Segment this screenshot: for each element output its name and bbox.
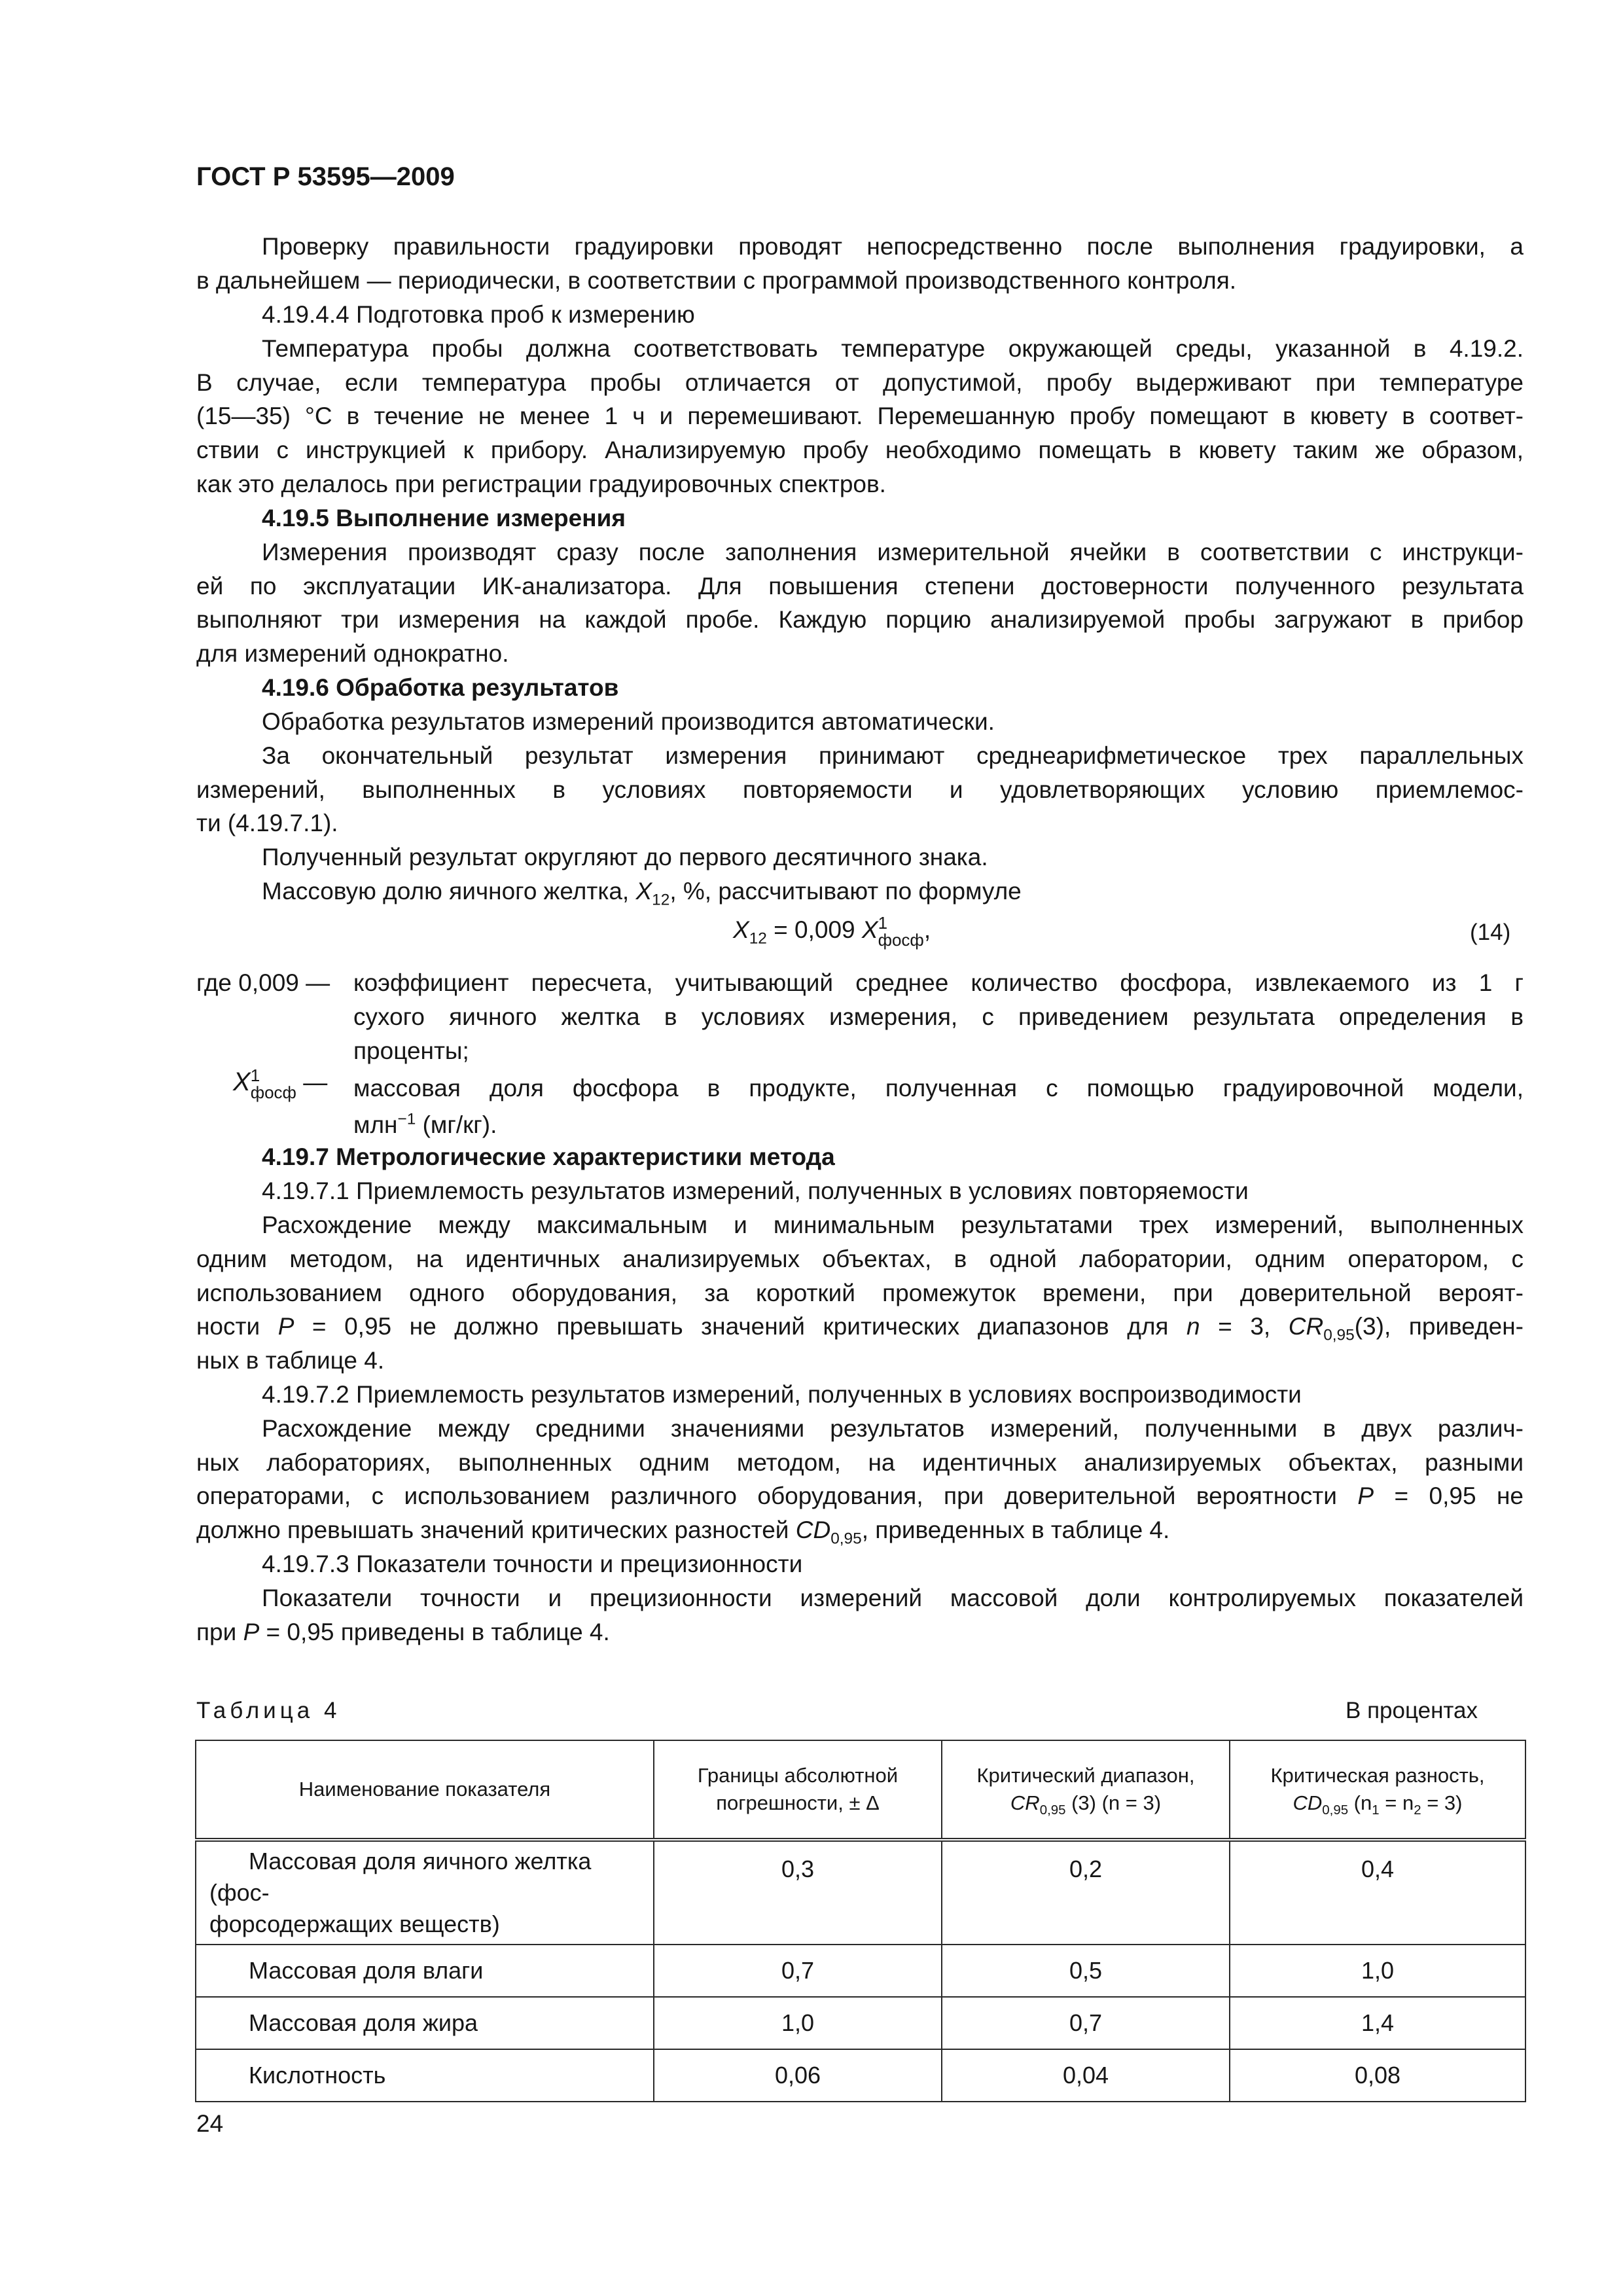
- where-definition-line: сухого яичного желтка в условиях измерения, с приведением результата определения в: [353, 1003, 1524, 1030]
- table-row: [196, 1997, 1525, 2049]
- paragraph-line: для измерений однократно.: [196, 640, 509, 667]
- column-header-error: Границы абсолютной погрешности, ± Δ: [654, 1740, 942, 1840]
- paragraph-line: выполняют три измерения на каждой пробе. Каждую порцию анализируемой пробы загружают в прибор: [196, 606, 1524, 633]
- table-cell-critical-range: 0,04: [942, 2049, 1230, 2102]
- table-cell-name: Кислотность: [196, 2049, 654, 2102]
- paragraph-line: операторами, с использованием различного оборудования, при доверительной вероятности P = 0,95 не: [196, 1482, 1524, 1509]
- paragraph-line: ных в таблице 4.: [196, 1347, 385, 1374]
- paragraph-line: Показатели точности и прецизионности измерений массовой доли контролируемых показателей: [262, 1585, 1524, 1611]
- paragraph-line: ствии с инструкцией к прибору. Анализируемую пробу необходимо помещать в кювету таким же образом,: [196, 437, 1524, 463]
- table-cell-error: 0,06: [654, 2049, 942, 2102]
- paragraph-line: Массовую долю яичного желтка, $X_{12}$, %, рассчитывают по формуле: [262, 878, 1022, 909]
- where-symbol: X 1 фосф —: [233, 1066, 328, 1103]
- data-table: [195, 1740, 1525, 2089]
- paragraph-line: Полученный результат округляют до первого десятичного знака.: [262, 844, 988, 870]
- paragraph-line: Обработка результатов измерений производится автоматически.: [262, 708, 995, 735]
- table-units: В процентах: [1346, 1698, 1478, 1723]
- document-header: ГОСТ Р 53595—2009: [196, 162, 455, 191]
- paragraph-line: как это делалось при регистрации градуировочных спектров.: [196, 471, 886, 497]
- subsection-title: 4.19.7.3 Показатели точности и прецизионности: [262, 1551, 803, 1577]
- paragraph-line: Температура пробы должна соответствовать температуре окружающей среды, указанной в 4.19.2.: [262, 335, 1524, 362]
- paragraph-line: Расхождение между максимальным и минимальным результатами трех измерений, выполненных: [262, 1211, 1524, 1238]
- subsection-title: 4.19.4.4 Подготовка проб к измерению: [262, 301, 695, 328]
- table-caption: Таблица 4: [196, 1698, 341, 1723]
- where-definition-line: проценты;: [353, 1037, 469, 1064]
- table-cell-critical-range: 0,7: [942, 1997, 1230, 2049]
- table-cell-name: Массовая доля жира: [196, 1997, 654, 2049]
- section-heading: 4.19.6 Обработка результатов: [262, 674, 619, 701]
- table-header-row: [196, 1740, 1525, 1840]
- table-cell-critical-difference: 1,4: [1230, 1997, 1525, 2049]
- table-cell-critical-difference: 0,4: [1230, 1840, 1525, 1945]
- paragraph-line: (15—35) °С в течение не менее 1 ч и перемешивают. Перемешанную пробу помещают в кювету в соответ-: [196, 403, 1524, 429]
- paragraph-line: использованием одного оборудования, за короткий промежуток времени, при доверительной вероят-: [196, 1280, 1524, 1306]
- table-row: [196, 1840, 1525, 1945]
- paragraph-line: измерений, выполненных в условиях повторяемости и удовлетворяющих условию приемлемос-: [196, 776, 1524, 803]
- column-header-critical-difference: Критическая разность, $CD_{0,95}$ $(n_1 = n_2 = 3)$: [1230, 1740, 1525, 1840]
- paragraph-line: ей по эксплуатации ИК-анализатора. Для повышения степени достоверности полученного результата: [196, 573, 1524, 600]
- table-cell-error: 0,7: [654, 1945, 942, 1997]
- where-lead: где 0,009 —: [196, 969, 330, 996]
- table-cell-error: 0,3: [654, 1840, 942, 1945]
- table-cell-critical-difference: 0,08: [1230, 2049, 1525, 2102]
- subsection-title: 4.19.7.2 Приемлемость результатов измерений, полученных в условиях воспроизводимости: [262, 1381, 1302, 1408]
- where-definition-line: коэффициент пересчета, учитывающий среднее количество фосфора, извлекаемого из 1 г: [353, 969, 1524, 996]
- formula: $X_{12} = 0,009$ X 1 фосф ,: [733, 913, 931, 950]
- paragraph-line: ных лабораториях, выполненных одним методом, на идентичных анализируемых объектах, разными: [196, 1449, 1524, 1476]
- table-cell-error: 1,0: [654, 1997, 942, 2049]
- paragraph-line: должно превышать значений критических разностей $CD_{0,95}$, приведенных в таблице 4.: [196, 1516, 1170, 1548]
- paragraph-line: Измерения производят сразу после заполнения измерительной ячейки в соответствии с инструкци-: [262, 539, 1524, 565]
- table-cell-critical-range: 0,2: [942, 1840, 1230, 1945]
- section-heading: 4.19.5 Выполнение измерения: [262, 505, 626, 531]
- table-cell-critical-difference: 1,0: [1230, 1945, 1525, 1997]
- table-cell-name: Массовая доля влаги: [196, 1945, 654, 1997]
- paragraph-line: Проверку правильности градуировки проводят непосредственно после выполнения градуировки, а: [262, 233, 1524, 260]
- subsection-title: 4.19.7.1 Приемлемость результатов измерений, полученных в условиях повторяемости: [262, 1177, 1249, 1204]
- paragraph-line: одним методом, на идентичных анализируемых объектах, в одной лаборатории, одним оператором, с: [196, 1246, 1524, 1272]
- where-definition-line: млн$^{-1}$ (мг/кг).: [353, 1110, 497, 1138]
- paragraph-line: В случае, если температура пробы отличается от допустимой, пробу выдерживают при температуре: [196, 369, 1524, 396]
- table-row: [196, 1945, 1525, 1997]
- paragraph-line: ти (4.19.7.1).: [196, 810, 338, 836]
- table-cell-critical-range: 0,5: [942, 1945, 1230, 1997]
- paragraph-line: ности P = 0,95 не должно превышать значений критических диапазонов для n = 3, $CR_{0,95}(3)$, приведен-: [196, 1313, 1524, 1344]
- table-cell-name: Массовая доля яичного желтка (фос- форсодержащих веществ): [196, 1840, 654, 1945]
- column-header-critical-range: Критический диапазон, $CR_{0,95}$ (3) (n = 3): [942, 1740, 1230, 1840]
- paragraph-line: при P = 0,95 приведены в таблице 4.: [196, 1619, 610, 1645]
- paragraph-line: в дальнейшем — периодически, в соответствии с программой производственного контроля.: [196, 267, 1237, 294]
- page-number: 24: [196, 2110, 224, 2137]
- table-row: [196, 2049, 1525, 2102]
- paragraph-line: Расхождение между средними значениями результатов измерений, полученными в двух различ-: [262, 1415, 1524, 1442]
- section-heading: 4.19.7 Метрологические характеристики метода: [262, 1143, 835, 1170]
- formula-number: (14): [1470, 920, 1511, 945]
- where-definition-line: массовая доля фосфора в продукте, полученная с помощью градуировочной модели,: [353, 1075, 1524, 1102]
- column-header-name: Наименование показателя: [196, 1740, 654, 1840]
- paragraph-line: За окончательный результат измерения принимают среднеарифметическое трех параллельных: [262, 742, 1524, 769]
